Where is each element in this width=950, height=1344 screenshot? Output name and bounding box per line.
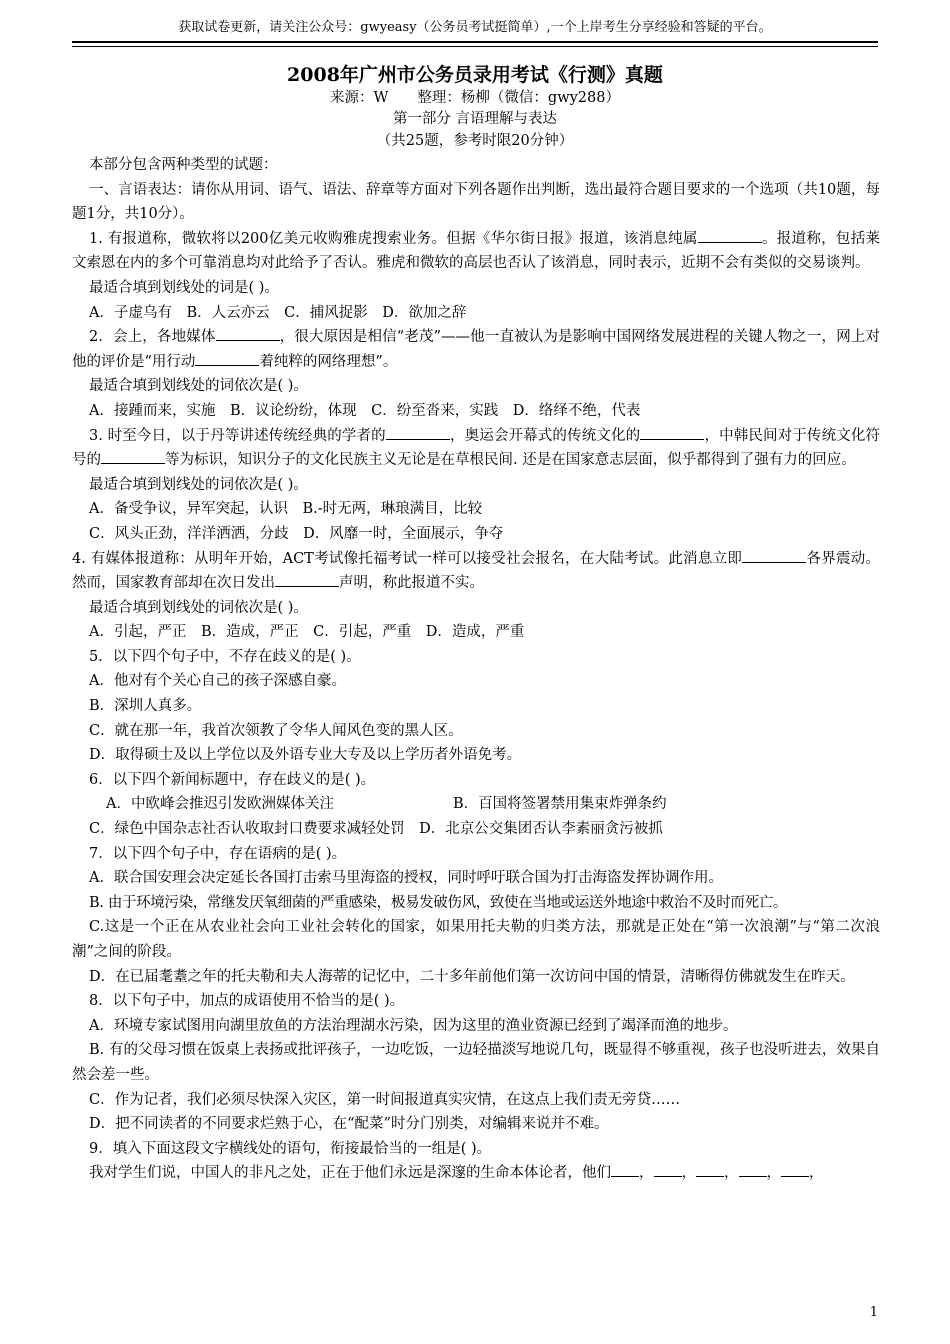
question-2: 2．会上，各地媒体 ，很大原因是相信“老茂”——他一直被认为是影响中国网络发展进程的关键人物之一，网上对他的评价是“用行动 着纯粹的网络理想”。 (72, 325, 880, 374)
question-8-option-b: B. 有的父母习惯在饭桌上表扬或批评孩子，一边吃饭，一边轻描淡写地说几句，既显得不够重视，孩子也没听进去，效果自然会差一些。 (72, 1042, 880, 1083)
question-2-options: A．接踵而来，实施 B．议论纷纷，体现 C．纷至沓来，实践 D．络绎不绝，代表 (89, 402, 641, 419)
answer-blank (611, 1161, 639, 1177)
answer-blank (216, 325, 280, 341)
question-8-stem: 8．以下句子中，加点的成语使用不恰当的是( )。 (89, 993, 405, 1010)
question-1-options: A．子虚乌有 B．人云亦云 C．捕风捉影 D．欲加之辞 (89, 304, 467, 321)
source-line: 来源：W 整理：杨柳（微信：gwy288） (330, 90, 620, 106)
question-6-options-cd: C．绿色中国杂志社否认收取封口费要求减轻处罚 D．北京公交集团否认李素丽贪污被抓 (89, 821, 663, 838)
intro-text: 本部分包含两种类型的试题： (89, 157, 278, 173)
question-7-stem: 7．以下四个句子中，存在语病的是( )。 (89, 845, 347, 862)
question-4: 4. 有媒体报道称：从明年开始，ACT考试像托福考试一样可以接受社会报名，在大陆考试。此消息立即 各界震动。然而，国家教育部却在次日发出 声明，称此报道不实。 (72, 547, 880, 596)
question-5-option-b: B．深圳人真多。 (89, 698, 202, 715)
answer-blank (101, 448, 165, 464)
question-7-option-d: D．在已届耄耋之年的托夫勒和夫人海蒂的记忆中，二十多年前他们第一次访问中国的情景，清晰得仿佛就发生在昨天。 (89, 968, 855, 985)
answer-blank (195, 350, 259, 366)
answer-blank (698, 227, 762, 243)
part-info: （共25题，参考时限20分钟） (376, 133, 574, 149)
question-2-prompt: 最适合填到划线处的词依次是( )。 (89, 378, 308, 395)
question-6-stem: 6．以下四个新闻标题中，存在歧义的是( )。 (89, 771, 376, 788)
question-5-option-c: C．就在那一年，我首次领教了令华人闻风色变的黑人区。 (89, 722, 463, 739)
answer-blank (654, 1161, 682, 1177)
question-3-options-1: A．备受争议，异军突起，认识 B.-时无两，琳琅满目，比较 (89, 501, 483, 518)
answer-blank (640, 424, 704, 440)
question-6-options-ab: A．中欧峰会推迟引发欧洲媒体关注 B．百国将签署禁用集束炸弹条约 (106, 796, 667, 813)
header-rule-thin (72, 46, 878, 47)
question-9-text: 我对学生们说，中国人的非凡之处，正在于他们永远是深邃的生命本体论者，他们 ， ， ， ， ， (72, 1161, 880, 1186)
question-5-option-d: D．取得硕士及以上学位以及外语专业大专及以上学历者外语免考。 (89, 747, 522, 764)
document-body (72, 153, 880, 1186)
question-7-option-b: B. 由于环境污染，常继发厌氧细菌的严重感染，极易发破伤风，致使在当地或运送外地途中救治不及时而死亡。 (89, 894, 788, 911)
section-instructions: 一、言语表达：请你从用词、语气、语法、辞章等方面对下列各题作出判断，选出最符合题目要求的一个选项（共10题，每题1分，共10分）。 (72, 181, 880, 223)
page-title: 2008年广州市公务员录用考试《行测》真题 (287, 64, 663, 86)
part-heading: 第一部分 言语理解与表达 (392, 111, 558, 127)
question-7-option-a: A．联合国安理会决定延长各国打击索马里海盗的授权，同时呼吁联合国为打击海盗发挥协调作用。 (89, 870, 723, 887)
question-4-options: A．引起，严正 B．造成，严正 C．引起，严重 D．造成，严重 (89, 624, 525, 641)
page-number: 1 (869, 1305, 878, 1320)
answer-blank (781, 1161, 809, 1177)
question-3: 3. 时至今日，以于丹等讲述传统经典的学者的 ，奥运会开幕式的传统文化的 ，中韩民间对于传统文化符号的 等为标识，知识分子的文化民族主义无论是在草根民间. 还是在国家意志层面，似乎都得到了强有力的回应。 (72, 424, 880, 473)
answer-blank (386, 424, 450, 440)
header-rule-thick (72, 41, 878, 43)
answer-blank (696, 1161, 724, 1177)
question-5-stem: 5．以下四个句子中，不存在歧义的是( )。 (89, 648, 361, 665)
question-3-options-2: C．风头正劲，洋洋洒洒，分歧 D．风靡一时，全面展示，争夺 (89, 525, 504, 542)
question-7-option-c: C.这是一个正在从农业社会向工业社会转化的国家，如果用托夫勒的归类方法，那就是正处在“第一次浪潮”与“第二次浪潮”之间的阶段。 (72, 919, 880, 960)
question-1: 1. 有报道称，微软将以200亿美元收购雅虎搜索业务。但据《华尔街日报》报道，该消息纯属 。报道称，包括莱文索恩在内的多个可靠消息均对此给予了否认。雅虎和微软的高层也否认了该消息，同时表示，近期不会有类似的交易谈判。 (72, 227, 880, 276)
question-8-option-c: C．作为记者，我们必须尽快深入灾区，第一时间报道真实灾情，在这点上我们责无旁贷…… (89, 1091, 681, 1108)
question-8-option-d: D．把不同读者的不同要求烂熟于心，在“配菜”时分门别类，对编辑来说并不难。 (89, 1116, 609, 1133)
question-3-prompt: 最适合填到划线处的词依次是( )。 (89, 476, 308, 493)
question-1-prompt: 最适合填到划线处的词是( )。 (89, 279, 279, 296)
answer-blank (275, 571, 339, 587)
answer-blank (739, 1161, 767, 1177)
question-9-stem: 9．填入下面这段文字横线处的语句，衔接最恰当的一组是( )。 (89, 1140, 492, 1157)
question-4-prompt: 最适合填到划线处的词依次是( )。 (89, 599, 308, 616)
answer-blank (742, 547, 806, 563)
question-8-option-a: A．环境专家试图用向湖里放鱼的方法治理湖水污染，因为这里的渔业资源已经到了竭泽而渔的地步。 (89, 1017, 738, 1034)
header-notice: 获取试卷更新，请关注公众号：gwyeasy（公务员考试挺简单）,一个上岸考生分享经验和答疑的平台。 (178, 20, 772, 35)
question-5-option-a: A．他对有个关心自己的孩子深感自豪。 (89, 673, 346, 690)
